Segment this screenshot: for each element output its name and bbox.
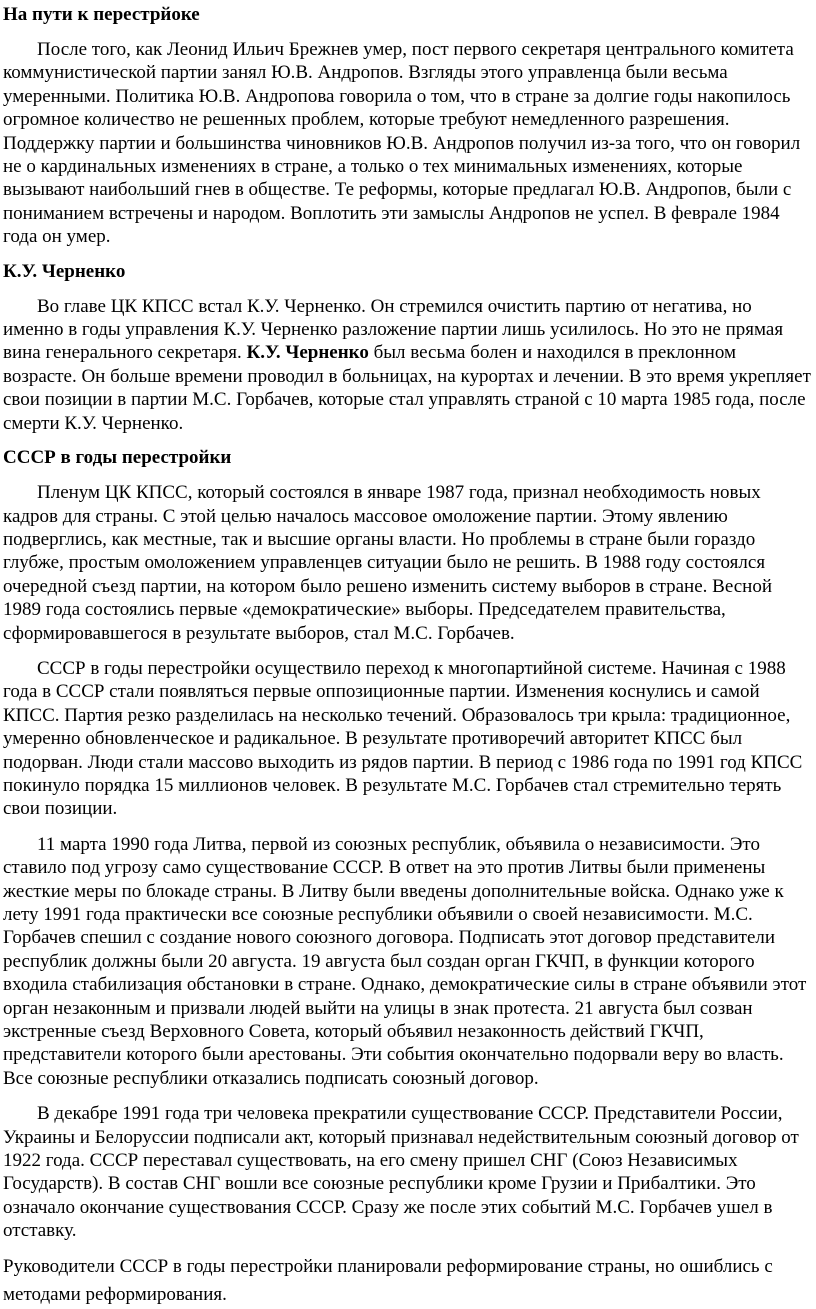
paragraph-chernenko	[3, 295, 812, 435]
section-heading-chernenko: К.У. Черненко	[3, 260, 126, 282]
paragraph-chernenko-bold-name: К.У. Черненко	[246, 342, 369, 364]
section-heading-road-to-perestroika: На пути к перестрйоке	[3, 4, 200, 25]
paragraph-lithuania-gkchp: 11 марта 1990 года Литва, первой из союзных республик, объявила о независимости. Это ставило под угрозу само существование СССР. В ответ на это против Литвы были применены жесткие меры по блокаде страны. В Литву были введены дополнительные войска. Однако уже к лету 1991 года практически все союзные республики объявили о своей независимости. М.С. Горбачев спешил с создание нового союзного договора. Подписать этот договор представители республик должны были 20 августа. 19 августа был создан орган ГКЧП, в функции которого входила стабилизация обстановки в стране. Однако, демократические силы в стране объявили этот орган незаконным и призвали людей выйти на улицы в знак протеста. 21 августа был созван экстренные съезд Верховного Совета, который объявил незаконность действий ГКЧП, представители которого были арестованы. Эти события окончательно подорвали веру во власть. Все союзные республики отказались подписать союзный договор.	[3, 833, 807, 1089]
paragraph-plenum-1987: Пленум ЦК КПСС, который состоялся в январе 1987 года, признал необходимость новых кадров для страны. С этой целью началось массовое омоложение партии. Этому явлению подверглись, как местные, так и высшие органы власти. Но проблемы в стране были гораздо глубже, простым омоложением управленцев ситуации было не решить. В 1988 году состоялся очередной съезд партии, на котором было решено изменить систему выборов в стране. Весной 1989 года состоялись первые «демократические» выборы. Председателем правительства, сформировавшегося в результате выборов, стал М.С. Горбачев.	[3, 482, 772, 644]
paragraph-multiparty: СССР в годы перестройки осуществило переход к многопартийной системе. Начиная с 1988 года в СССР стали появляться первые оппозиционные партии. Изменения коснулись и самой КПСС. Партия резко разделилась на несколько течений. Образовалось три крыла: традиционное, умеренно обновленческое и радикальное. В результате противоречий авторитет КПСС был подорван. Люди стали массово выходить из рядов партии. В период с 1986 года по 1991 год КПСС покинуло порядка 15 миллионов человек. В результате М.С. Горбачев стал стремительно терять свои позиции.	[3, 657, 803, 820]
paragraph-chernenko-text-after: был весьма болен и находился в преклонном возрасте. Он больше времени проводил в больницах, на курортах и лечении. В это время укрепляет свои позиции в партии М.С. Горбачев, которые стал управлять страной с 10 марта 1985 года, после смерти К.У. Черненко.	[3, 342, 811, 434]
section-heading-ussr-perestroika: СССР в годы перестройки	[3, 447, 232, 469]
conclusion-paragraph: Руководители СССР в годы перестройки планировали реформирование страны, но ошиблись с методами реформирования.	[3, 1255, 773, 1305]
paragraph-andropov: После того, как Леонид Ильич Брежнев умер, пост первого секретаря центрального комитета коммунистической партии занял Ю.В. Андропов. Взгляды этого управленца были весьма умеренными. Политика Ю.В. Андропова говорила о том, что в стране за долгие годы накопилось огромное количество не решенных проблем, которые требуют немедленного разрешения. Поддержку партии и большинства чиновников Ю.В. Андропов получил из-за того, что он говорил не о кардинальных изменениях в стране, а только о тех минимальных изменениях, которые вызывают наибольший гнев в обществе. Те реформы, которые предлагал Ю.В. Андропов, были с пониманием встречены и народом. Воплотить эти замыслы Андропов не успел. В феврале 1984 года он умер.	[3, 39, 801, 248]
paragraph-chernenko-text-before: Во главе ЦК КПСС встал К.У. Черненко. Он стремился очистить партию от негатива, но именно в годы управления К.У. Черненко разложение партии лишь усилилось. Но это не прямая вина генерального секретаря.	[3, 295, 784, 364]
paragraph-december-1991: В декабре 1991 года три человека прекратили существование СССР. Представители России, Украины и Белоруссии подписали акт, который признавал недействительным союзный договор от 1922 года. СССР переставал существовать, на его смену пришел СНГ (Союз Независимых Государств). В состав СНГ вошли все союзные республики кроме Грузии и Прибалтики. Это означало окончание существования СССР. Сразу же после этих событий М.С. Горбачев ушел в отставку.	[3, 1103, 799, 1242]
